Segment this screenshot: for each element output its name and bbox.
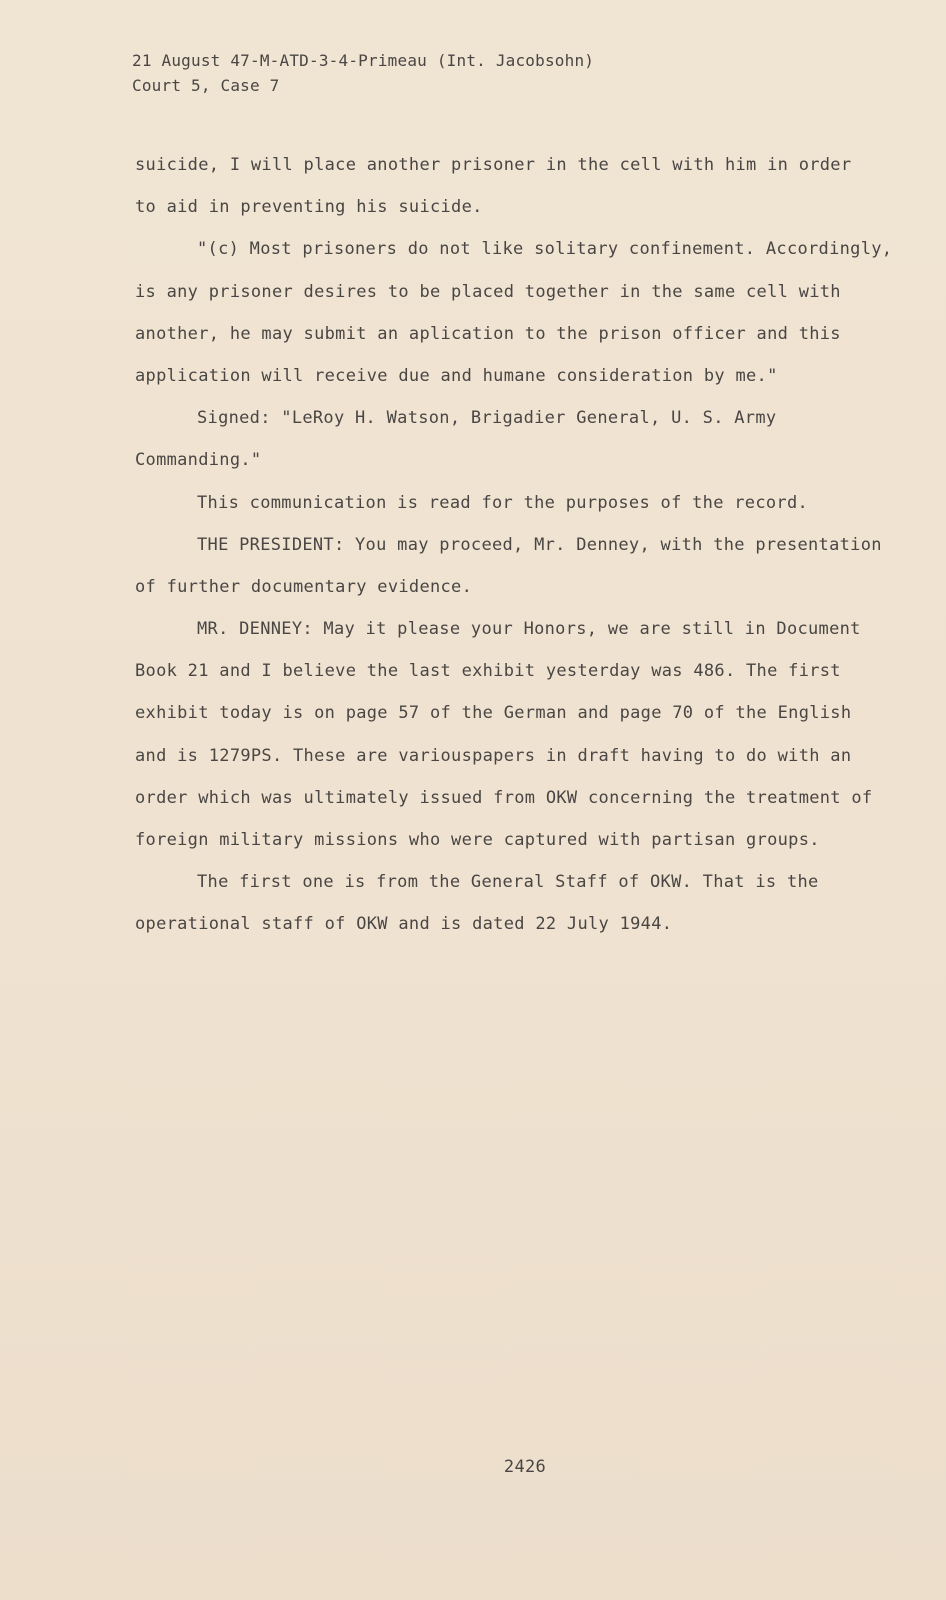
text-line: Book 21 and I believe the last exhibit yesterday was 486. The first — [135, 661, 841, 682]
document-header — [132, 48, 852, 98]
text-line: application will receive due and humane consideration by me." — [135, 365, 778, 386]
text-line: operational staff of OKW and is dated 22 July 1944. — [135, 914, 673, 935]
transcript-body — [135, 144, 895, 946]
text-line: The first one is from the General Staff of OKW. That is the — [197, 872, 819, 893]
speaker-line-president: THE PRESIDENT: You may proceed, Mr. Denney, with the presentation — [197, 534, 882, 555]
header-line-session: 21 August 47-M-ATD-3-4-Primeau (Int. Jacobsohn) — [132, 51, 595, 70]
text-line: suicide, I will place another prisoner in the cell with him in order — [135, 155, 852, 175]
text-line: exhibit today is on page 57 of the German and page 70 of the English — [135, 703, 852, 724]
text-line: and is 1279PS. These are variouspapers in draft having to do with an — [135, 745, 852, 766]
header-line-court: Court 5, Case 7 — [132, 76, 280, 95]
text-line: This communication is read for the purposes of the record. — [197, 492, 809, 513]
signature-line: Signed: "LeRoy H. Watson, Brigadier General, U. S. Army — [197, 408, 777, 429]
page-number: 2426 — [503, 1457, 547, 1477]
text-line: is any prisoner desires to be placed together in the same cell with — [135, 281, 841, 302]
text-line: of further documentary evidence. — [135, 576, 473, 597]
text-line: to aid in preventing his suicide. — [135, 197, 483, 218]
text-line: Commanding." — [135, 450, 262, 471]
text-line: foreign military missions who were captured with partisan groups. — [135, 830, 820, 850]
text-line: another, he may submit an aplication to the prison officer and this — [135, 323, 841, 344]
text-line: order which was ultimately issued from OKW concerning the treatment of — [135, 787, 873, 808]
text-line: "(c) Most prisoners do not like solitary confinement. Accordingly, — [197, 239, 893, 260]
speaker-line-denney: MR. DENNEY: May it please your Honors, we are still in Document — [197, 619, 861, 640]
